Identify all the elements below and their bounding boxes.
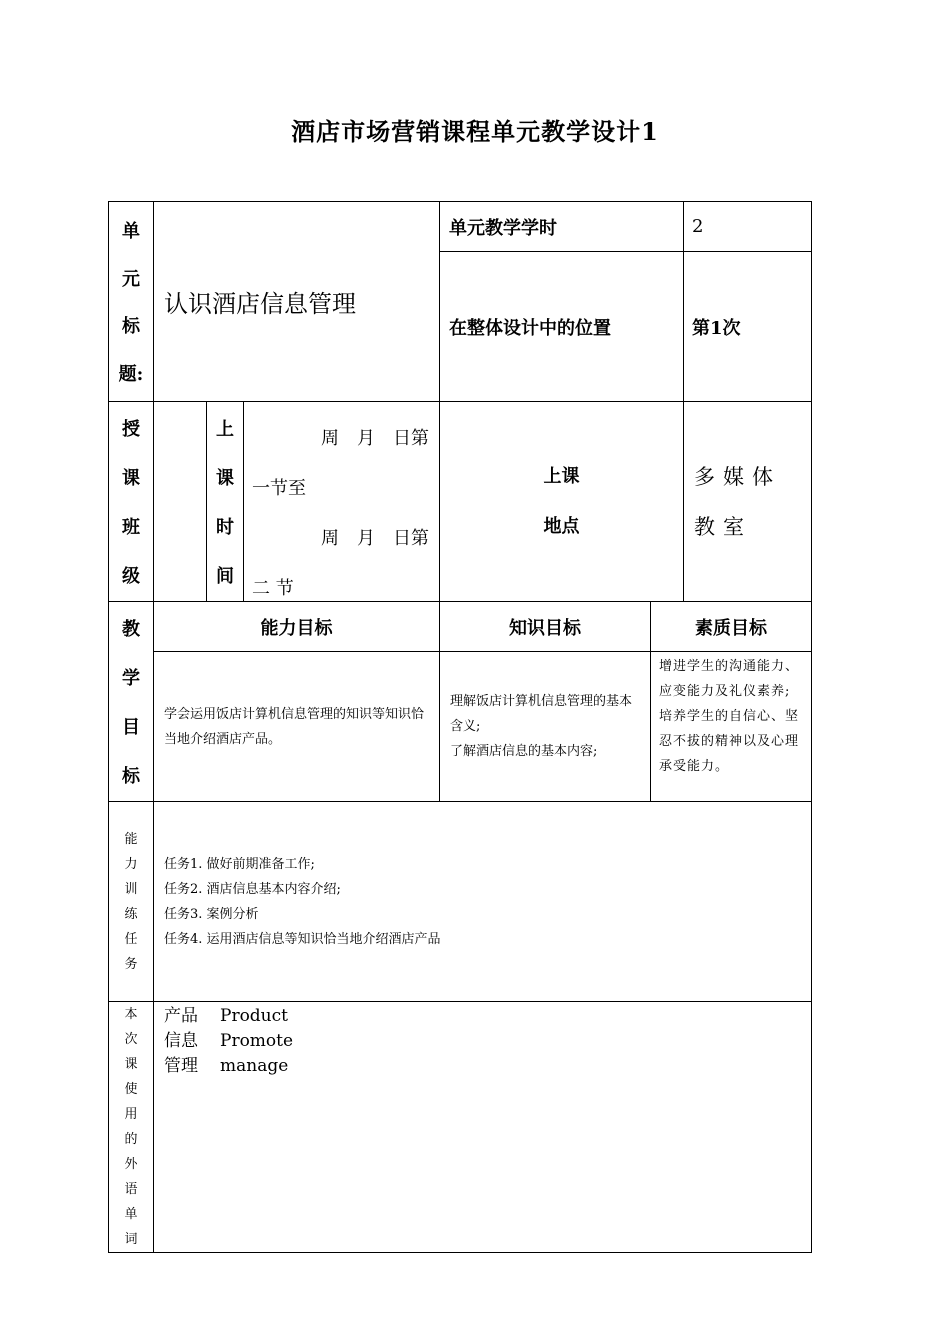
ability-header-cell: [154, 602, 440, 652]
time-value-cell: [244, 402, 440, 602]
vocab-list-cell: [154, 1002, 812, 1253]
quality-header: 素质目标: [695, 617, 767, 639]
vocab-label-char: 用: [124, 1107, 138, 1122]
position-value: 第1次: [692, 317, 741, 339]
quality-line: 培养学生的自信心、坚忍不拔的精神以及心理承受能力。: [659, 709, 800, 774]
vocab-zh: 产品: [164, 1006, 198, 1026]
place-label-line: 上课: [543, 465, 580, 487]
place-value: 多媒体教室: [694, 464, 781, 539]
vocab-label-char: 语: [124, 1182, 138, 1197]
time-line: 二 节: [252, 578, 294, 599]
time-label-char: 上: [216, 419, 234, 441]
class-label-char: 班: [122, 516, 140, 538]
unit-label-char: 题:: [118, 364, 144, 386]
vocab-en: Promote: [220, 1031, 294, 1051]
unit-hours-label: 单元教学学时: [449, 217, 557, 239]
vocab-zh: 信息: [164, 1031, 198, 1051]
tasks-label: [109, 802, 154, 1002]
unit-title-cell: [154, 202, 440, 402]
tasks-label-char: 训: [124, 881, 138, 897]
unit-label-char: 元: [122, 268, 140, 290]
place-label-line: 地点: [543, 515, 580, 537]
time-label-char: 课: [216, 468, 234, 490]
vocab-en: Product: [220, 1006, 288, 1026]
quality-line: 增进学生的沟通能力、应变能力及礼仪素养;: [659, 659, 800, 699]
tasks-list-cell: [154, 802, 812, 1002]
class-label-char: 授: [122, 419, 140, 441]
unit-label-char: 标: [122, 316, 140, 338]
vocab-zh: 管理: [164, 1056, 198, 1076]
quality-text-cell: [651, 652, 812, 802]
unit-title-label: [109, 202, 154, 402]
objectives-label-char: 标: [122, 765, 140, 787]
vocab-label-char: 的: [124, 1132, 138, 1147]
unit-label-char: 单: [122, 220, 140, 242]
task-item: 任务3. 案例分析: [164, 906, 259, 922]
knowledge-text-cell: [440, 652, 651, 802]
vocab-label-char: 课: [124, 1057, 138, 1072]
time-line: 周 月 日第: [321, 428, 429, 449]
ability-text-cell: [154, 652, 440, 802]
vocab-item: [164, 1004, 801, 1029]
vocab-label: [109, 1002, 154, 1253]
place-value-cell: [684, 402, 812, 602]
unit-hours-value: 2: [692, 216, 704, 237]
ability-header: 能力目标: [260, 617, 333, 639]
class-label-char: 级: [122, 565, 140, 587]
time-label: [207, 402, 244, 602]
class-label-char: 课: [122, 468, 140, 490]
vocab-label-char: 本: [124, 1007, 138, 1022]
ability-text: 学会运用饭店计算机信息管理的知识等知识恰当地介绍酒店产品。: [164, 706, 425, 747]
task-item: 任务2. 酒店信息基本内容介绍;: [164, 881, 341, 897]
time-label-char: 间: [216, 565, 234, 587]
position-value-cell: [684, 252, 812, 402]
objectives-label: [109, 602, 154, 802]
knowledge-header-cell: [440, 602, 651, 652]
vocab-label-char: 次: [124, 1032, 138, 1047]
time-line: 周 月 日第: [321, 528, 429, 549]
unit-hours-label-cell: [440, 202, 684, 252]
vocab-en: manage: [220, 1056, 289, 1076]
tasks-label-char: 任: [124, 931, 138, 947]
class-value-cell: [154, 402, 207, 602]
task-item: 任务4. 运用酒店信息等知识恰当地介绍酒店产品: [164, 931, 441, 947]
quality-header-cell: [651, 602, 812, 652]
position-label: 在整体设计中的位置: [449, 317, 611, 339]
objectives-label-char: 学: [122, 668, 140, 690]
task-item: 任务1. 做好前期准备工作;: [164, 856, 315, 872]
objectives-label-char: 教: [122, 619, 140, 641]
vocab-label-char: 外: [124, 1157, 138, 1172]
tasks-label-char: 能: [124, 831, 138, 847]
tasks-label-char: 力: [124, 856, 138, 872]
time-line: 一节至: [252, 478, 306, 499]
tasks-label-char: 练: [124, 906, 138, 922]
vocab-label-char: 单: [124, 1207, 138, 1222]
place-label: [440, 402, 684, 602]
page-title: 酒店市场营销课程单元教学设计1: [291, 117, 659, 146]
lesson-design-table: [108, 201, 812, 1253]
knowledge-line: 了解酒店信息的基本内容;: [450, 744, 598, 759]
class-label: [109, 402, 154, 602]
vocab-label-char: 词: [124, 1232, 138, 1247]
unit-title: 认识酒店信息管理: [164, 290, 356, 318]
vocab-label-char: 使: [124, 1082, 138, 1097]
time-label-char: 时: [216, 516, 234, 538]
vocab-item: [164, 1054, 801, 1079]
objectives-label-char: 目: [122, 716, 140, 738]
tasks-label-char: 务: [124, 956, 138, 972]
knowledge-line: 理解饭店计算机信息管理的基本含义;: [450, 694, 633, 734]
vocab-item: [164, 1029, 801, 1054]
knowledge-header: 知识目标: [509, 617, 581, 639]
unit-hours-value-cell: [684, 202, 812, 252]
position-label-cell: [440, 252, 684, 402]
